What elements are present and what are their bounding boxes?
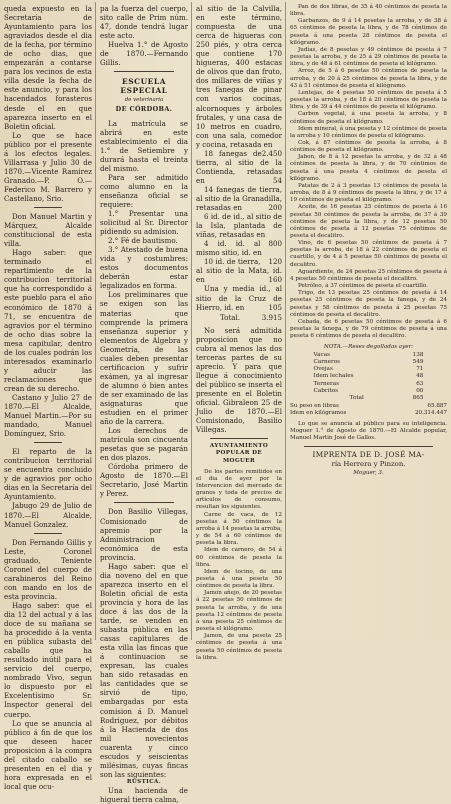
separator	[34, 533, 62, 534]
table-row: Carneros 549	[313, 358, 424, 365]
paragraph: Jamon, de una peseta 25 céntimos de peseta á una peseta 50 céntimos de peseta la libra.	[196, 633, 282, 661]
column-4	[290, 4, 447, 640]
reses-table	[314, 352, 424, 403]
property-item: 10 id. de tierra, al sitio de la Mata, id. en 160	[196, 257, 282, 285]
property-item: 6 id. de id., al sitio de la Isla, plantada de viñas, retasadas en 800	[196, 212, 282, 249]
table-total-row: Total 865	[349, 395, 424, 402]
paragraph: Para ser admitido como alumno en la enseñanza oficial se requiere:	[100, 172, 188, 209]
price-item: Petróleo, á 37 céntimos de peseta el cuartillo.	[298, 283, 428, 290]
price-item: Carbon vegetal, á una peseta la arroba, y 8 céntimos de peseta el kilógramo.	[290, 111, 447, 125]
property-item: 4 id. id. al mismo sitio, id. en 120	[196, 239, 282, 267]
imprint-line: Moguer, 3.	[353, 469, 384, 476]
separator	[114, 502, 174, 503]
price-item: Judías, de 8 pesetas y 49 céntimos de peseta á 7 pesetas la arroba, y de 25 á 29 céntimos de peseta la libra, y de 48 á 61 céntimos de peseta el kilógramo.	[290, 46, 447, 68]
rustica-label: RÚSTICA.	[126, 778, 162, 785]
paragraph: Idem de carnero, de 54 á 60 céntimos de peseta la libra.	[196, 547, 282, 568]
paragraph: La matrícula se abrirá en este establecimiento el dia 1.° de Setiembre y durará hasta el treinta del mismo.	[100, 118, 188, 173]
property-item: 14 fanegas de tierra, al sitio de la Granadilla, retasadas en 200	[196, 184, 282, 213]
separator	[34, 207, 62, 208]
paragraph: No será admitida proposicion que no cubra al menos las dos terceras partes de su aprecio. Y para que llegue á conocimiento del público se inserta el presente en el Boletin oficial. Gibraleon 25 de Julio de 1870.—El Comisionado, Basilio Villegas.	[196, 325, 282, 435]
paragraph: 1.° Presentar una solicitud al Sr. Director pidiendo su admision.	[100, 208, 188, 237]
total-row: Total. 3.915	[220, 312, 282, 322]
price-item: Arroz, de 5 á 6 pesetas 50 céntimos de peseta la arroba, y de 20 á 25 céntimos de peseta la libra, y de 43 á 51 céntimos de peseta el kilógramo.	[290, 68, 447, 89]
price-item: Garbanzos, de 9 á 14 pesetas la arroba, y de 38 á 65 céntimos de peseta la libra, y de 78 céntimos de peseta á una peseta 28 céntimos de peseta el kilógramo.	[290, 18, 447, 46]
notice-heading: Don Basilio Villegas, Comisionado de apremio por la Administracion económica de esta provincia.	[100, 507, 188, 562]
price-item: Jabon, de 8 á 12 pesetas la arroba, y de 32 á 48 céntimos de peseta la libra, y de 70 céntimos de peseta á una peseta 4 céntimos de peseta el kilógramo.	[290, 154, 447, 182]
weight-row: Su peso en libras 65.887	[290, 402, 447, 409]
imprint-line: ría Herrera y Pinzon.	[331, 459, 406, 468]
section-subheading: MOGUER	[222, 457, 256, 464]
section-heading: ESCUELA ESPECIAL	[120, 77, 168, 96]
price-item: Cebada, de 6 pesetas 50 céntimos de peseta á 6 pesetas la fanega, y de 79 céntimos de peseta á una peseta 6 céntimos de peseta el decalitro.	[290, 318, 447, 340]
paragraph: Lo que se anuncia al público para su inteligencia. Moguer 1.° de Agosto de 1870.—El Alcalde popular, Manuel Martin José de Gallos.	[290, 420, 447, 442]
paragraph: queda expuesto en la Secretaría de Ayuntamiento para los agraviados desde el dia de la fecha, por término de ocho dias, que empezarán a contarse para los vecinos de esta villa desde la fecha de este anuncio, y para los hacendados forasteros desde el en que aparezca inserto en el Boletin oficial.	[4, 4, 92, 131]
table-row: Terneras 63	[313, 380, 424, 387]
column-rule	[95, 2, 96, 640]
column-2	[100, 4, 188, 804]
paragraph: Hago saber: que el dia noveno del en que aparezca inserto en el Boletin oficial de esta provincia y hora de las doce á las dos de la tarde, se venden en subasta pública en las casas capitulares de esta villa las fincas que á continuacion se expresan, las cuales han sido retasadas en las cantidades que se sirvió de tipo, embargadas por esta comision á D. Manuel Rodriguez, por débitos á la Hacienda de dos mil novecientos cuarenta y cinco escudos y seiscientas milésimas, cuyas fincas son las siguientes:	[100, 561, 188, 779]
paragraph: Hago saber: que el dia 12 del actual y á las doce de su mañana se ha procedido á la venta en pública subasta del caballo que ha resultado inútil para el servicio del cuerpo, nombrado Vivo, segun lo dispuesto por el Excelentísimo Sr. Inspector general del cuerpo.	[4, 600, 92, 719]
paragraph: 3.° Atestado de buena vida y costumbres: estos documentos deberán estar legalizados en forma.	[100, 245, 188, 291]
section-subheading: DE CÓRDOBA.	[115, 105, 173, 114]
printer-imprint	[290, 451, 447, 477]
paragraph: Jabugo 29 de Julio de 1870.—El Alcalde, Manuel Gonzalez.	[4, 501, 92, 529]
separator	[304, 446, 433, 447]
table-row: Ovejas 71	[313, 366, 424, 373]
paragraph: Los preliminares que se exigen son las materias que comprende la primera enseñanza superior y elementos de Algebra y Geometría, de las cuales deben presentar certificacion y sufrir exámen, ya al ingresar de alumno ó bien antes de ser examinado de las asignaturas que estudien en el primer año de la carrera.	[100, 290, 188, 427]
column-3	[196, 4, 282, 661]
column-1	[4, 4, 92, 791]
price-item: Lentejas, de 4 pesetas 50 céntimos de peseta á 5 pesetas la arroba, y de 18 á 20 céntimos de peseta la libra, y de 39 á 44 céntimos de peseta el kilógramo.	[290, 89, 447, 111]
price-item: Aceite, de 16 pesetas 25 céntimos de peseta á 16 pesetas 50 céntimos de peseta la arroba, de 37 á 39 céntimos de peseta la libra, y de 12 pesetas 50 céntimos de peseta á 12 pesetas 75 céntimos de peseta el decalitro.	[290, 204, 447, 239]
price-item: Trigo, de 13 pesetas 25 céntimos de peseta á 14 pesetas 25 céntimos de peseta la fanega, y de 24 pesetas y 58 céntimos de peseta á 25 pesetas 75 céntimos de peseta el decalitro.	[290, 290, 447, 318]
separator	[34, 442, 62, 443]
paragraph: Una hacienda de higueral tierra calma,	[100, 786, 188, 804]
price-item: Vino, de 6 pesetas 50 céntimos de peseta á 7 pesetas la arroba, de 18 á 22 céntimos de peseta el cuartillo, y de 4 á 5 pesetas 50 céntimos de peseta el decalitro.	[290, 240, 447, 268]
property-item: 18 fanegas de tierra, al sitio de la Contienda, retasadas en 54	[196, 148, 282, 185]
column-rule	[285, 2, 286, 640]
paragraph: Lo que se anuncia al público á fin de que los que deseen hacer proposicion á la compra del citado caballo se presenten en el dia y hora expresada en el local que ocu-	[4, 718, 92, 791]
price-item: Patatas de 2 á 3 pesetas 13 céntimos de peseta la arroba, de 8 á 9 céntimos de peseta la libra, y de 17 á 19 céntimos de peseta el kilógramo.	[290, 182, 447, 204]
paragraph: Lo que se hace público por el presente á los efectos legales. Villarrasa y Julio 30 de 1870.—Vicente Ramirez Granado.—P. O.—Federico M. Barrero y Castellano, Srio.	[4, 130, 92, 203]
notice-heading: Don Fernando Gillis y Leste, Coronel graduado, Teniente Coronel del cuerpo de carabineros del Reino con mando en los de esta provincia.	[4, 537, 92, 601]
separator	[210, 438, 268, 439]
paragraph: Castano y Julio 27 de 1870.—El Alcalde, Manuel Martin.—Por su mandado, Manuel Domínguez, Srio.	[4, 392, 92, 439]
price-item: Aguardiente, de 24 pesetas 25 céntimos de peseta á 4 pesetas 50 céntimos de peseta el decalitro.	[290, 268, 447, 282]
price-item: Pan de dos libras, de 35 á 40 céntimos de peseta la libra.	[290, 4, 447, 18]
paragraph: al sitio de la Calvilla, en este término, compuesta de una cerca de higueras con 250 piés, y otra cerca que contiene 170 higueras, 400 estacas de olivos que dan fruto, dos millares de viñas y tres fanegas de pinar con varios cocinas, alcornoques y árboles frutales, y una casa de 10 metros en cuadro, con una sala, comedor y cocina, retasada en 2.450	[196, 4, 282, 158]
paragraph: De los partes remitidos en el dia de ayer por la Intervencion del mercado de granos y toda de precios de artículos de consumo, resultan los siguientes.	[196, 468, 282, 511]
section-heading: AYUNTAMIENTO POPULAR DE	[209, 443, 269, 457]
price-item: Idem mineral, á una peseta y 12 céntimos de peseta la arroba y 10 céntimos de peseta el kilógramo.	[290, 125, 447, 139]
imprint-line: IMPRENTA DE D. JOSÉ MA-	[312, 450, 425, 460]
paragraph: Los derechos de matrícula son cincuenta pesetas que se pagarán en dos plazos.	[100, 426, 188, 463]
weight-row: Idem en kilógramos 20.314.447	[290, 409, 447, 416]
price-item: Cok, á 87 céntimos de peseta la arroba, á 8 céntimos de peseta el kilógramo.	[290, 139, 447, 154]
paragraph: pa la fuerza del cuerpo, sito calle de Prim núm. 47, donde tendrá lugar este acto.	[100, 4, 188, 41]
paragraph: Idem de tocino, de una peseta á una peseta 50 céntimos de peseta la libra.	[196, 568, 282, 590]
table-row: Idem lechales 48	[313, 373, 424, 380]
table-row: Vacas 138	[313, 351, 424, 358]
section-subheading: de veterinaria	[124, 97, 164, 104]
paragraph: Jamon añejo, de 20 pesetas á 22 pesetas 50 céntimos de peseta la arroba, y de una peseta 12 céntimos de peseta á una peseta 25 céntimos de peseta el kilógramo.	[196, 590, 282, 633]
separator	[114, 71, 174, 72]
paragraph: Huelva 1.° de Agosto de 1870.—Fernando Gillis.	[100, 40, 188, 68]
property-item: Una y media id., al sitio de la Cruz de Hierro, id. en 105	[196, 284, 282, 312]
paragraph: Córdoba primero de Agosto de 1870.—El Secretario, José Martin y Perez.	[100, 462, 188, 499]
paragraph: 2.° Fé de bautismo.	[108, 236, 178, 246]
paragraph: Carne de vaca, de 12 pesetas á 50 céntimos la arroba á 14 pesetas la arroba, y de 54 á 60 céntimos de peseta la libra.	[196, 511, 282, 547]
paragraph: Hago saber: que terminado el repartimiento de la contribucion territorial que ha correspondido á este pueblo para el año económico de 1870 á 71, se encuentra de agravios por el término de ocho dias sobre la mesa capitular, dentro de los cuales podrán los interesados examinarlo y aducir las reclamaciones que crean de su derecho.	[4, 248, 92, 393]
table-row: Cabritos 00	[313, 387, 424, 394]
column-rule	[191, 2, 192, 640]
nota-heading: NOTA.—Reses degolladas ayer:	[323, 344, 414, 351]
paragraph: El reparto de la contribucion territorial se encuentra concluido y de agravios por ocho dias en la Secretaría del Ayuntamiento.	[4, 447, 92, 502]
notice-heading: Don Manuel Martin y Márquez, Alcalde constitucional de esta villa.	[4, 212, 92, 249]
